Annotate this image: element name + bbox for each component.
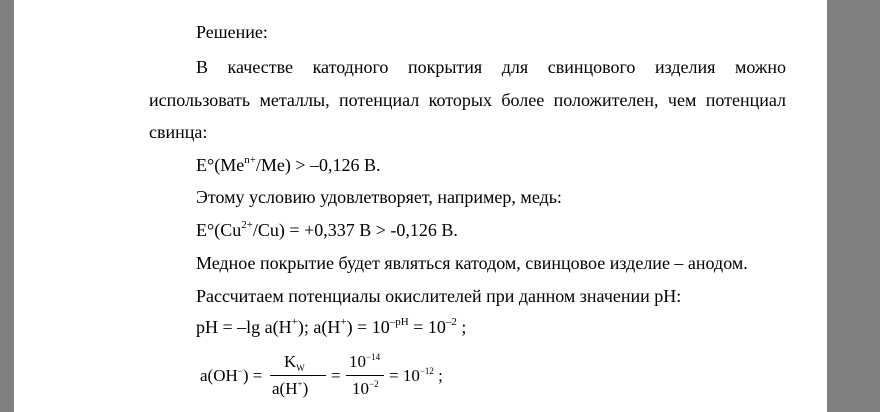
eq3-sup-d: –2 bbox=[445, 316, 457, 328]
formula-denominator-2 bbox=[352, 379, 379, 401]
eq1-post: /Me) > –0,126 В. bbox=[255, 155, 381, 175]
formula-result-sup: −12 bbox=[419, 366, 434, 376]
eq3-part-d: = 10 bbox=[408, 317, 446, 337]
formula-den2-sup: −2 bbox=[369, 379, 379, 389]
eq3-sup-a: + bbox=[291, 316, 298, 328]
formula-den1-sup: + bbox=[297, 379, 303, 389]
paragraph-1-line-1: В качестве катодного покрытия для свинцового изделия можно bbox=[196, 57, 786, 77]
eq3-part-c: ) = 10 bbox=[346, 317, 390, 337]
left-margin-bar bbox=[0, 0, 14, 412]
document-page bbox=[14, 0, 827, 412]
formula-lhs-close: ) = bbox=[242, 366, 263, 385]
paragraph-1-line-2: использовать металлы, потенциал которых более положителен, чем потенциал bbox=[149, 90, 786, 110]
formula-num2-text: 10 bbox=[349, 352, 366, 371]
formula-numerator-2 bbox=[349, 352, 380, 374]
formula-lhs-sup: − bbox=[237, 366, 243, 376]
formula-numerator-1 bbox=[284, 352, 305, 374]
eq2-post: /Cu) = +0,337 В > -0,126 В. bbox=[252, 220, 458, 240]
equation-potential-condition bbox=[196, 154, 381, 176]
formula-equals-mid: = bbox=[331, 366, 341, 385]
formula-num1-text: K bbox=[284, 352, 297, 371]
equation-hydroxide-activity bbox=[186, 348, 486, 408]
eq3-sup-c: –pH bbox=[389, 316, 409, 328]
paragraph-4: Рассчитаем потенциалы окислителей при данном значении pH: bbox=[196, 286, 682, 306]
eq1-sup: n+ bbox=[244, 154, 256, 166]
paragraph-3: Медное покрытие будет являться катодом, свинцовое изделие – анодом. bbox=[196, 253, 748, 273]
equation-copper-potential bbox=[196, 219, 458, 241]
formula-lhs-text: a(OH bbox=[200, 366, 238, 385]
eq3-sup-b: + bbox=[340, 316, 347, 328]
formula-den1-close: ) bbox=[302, 379, 309, 398]
formula-num1-sub: W bbox=[296, 363, 305, 373]
formula-den1-text: a(H bbox=[272, 379, 298, 398]
paragraph-2: Этому условию удовлетворяет, например, медь: bbox=[196, 187, 562, 207]
solution-heading: Решение: bbox=[196, 22, 268, 42]
formula-tail: ; bbox=[433, 366, 443, 385]
eq2-sup: 2+ bbox=[241, 219, 253, 231]
eq3-part-b: ); a(H bbox=[297, 317, 341, 337]
eq1-pre: E°(Me bbox=[196, 155, 245, 175]
fraction-bar-1 bbox=[270, 375, 326, 376]
equation-ph bbox=[196, 316, 466, 338]
eq2-pre: E°(Cu bbox=[196, 220, 242, 240]
formula-result bbox=[389, 366, 443, 388]
formula-den2-text: 10 bbox=[352, 379, 369, 398]
eq3-part-e: ; bbox=[456, 317, 467, 337]
formula-num2-sup: −14 bbox=[366, 352, 381, 362]
eq3-part-a: pH = –lg a(H bbox=[196, 317, 292, 337]
formula-denominator-1 bbox=[272, 379, 308, 401]
paragraph-1-line-3: свинца: bbox=[149, 122, 208, 142]
fraction-bar-2 bbox=[346, 375, 384, 376]
formula-result-text: = 10 bbox=[389, 366, 420, 385]
formula-lhs bbox=[200, 366, 262, 388]
right-margin-bar bbox=[827, 0, 880, 412]
